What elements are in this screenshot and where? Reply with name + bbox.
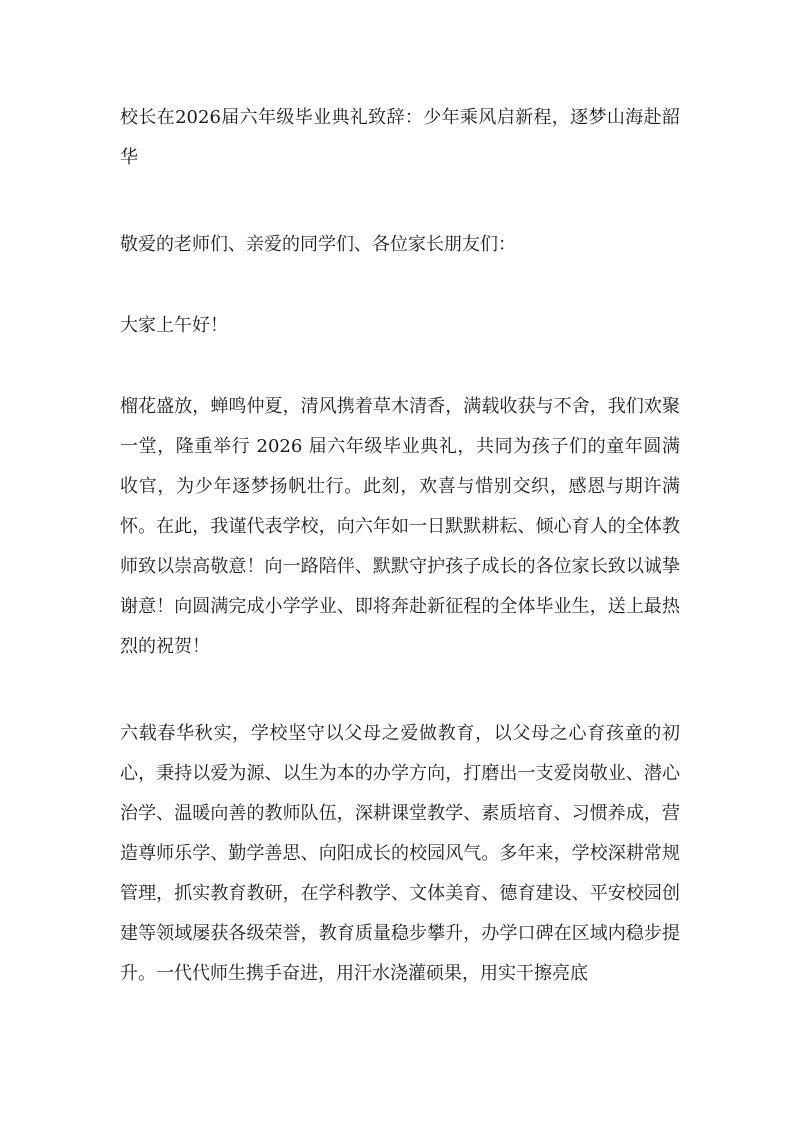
document-title: 校长在2026届六年级毕业典礼致辞：少年乘风启新程，逐梦山海赴韶华 bbox=[120, 107, 680, 168]
salutation: 敬爱的老师们、亲爱的同学们、各位家长朋友们： bbox=[120, 234, 516, 255]
paragraph: 六载春华秋实，学校坚守以父母之爱做教育，以父母之心育孩童的初心，秉持以爱为源、以生为本的办学方向，打磨出一支爱岗敬业、潜心治学、温暖向善的教师队伍，深耕课堂教学、素质培育、习惯养成，营造尊师乐学、勤学善思、向阳成长的校园风气。多年来，学校深耕常规管理，抓实教育教研，在学科教学、文体美育、德育建设、平安校园创建等领域屡获各级荣誉，教育质量稳步攀升，办学口碑在区域内稳步提升。一代代师生携手奋进，用汗水浇灌硕果，用实干擦亮底 bbox=[120, 723, 680, 984]
paragraph: 榴花盛放，蝉鸣仲夏，清风携着草木清香，满载收获与不舍，我们欢聚一堂，隆重举行 2026 届六年级毕业典礼，共同为孩子们的童年圆满收官，为少年逐梦扬帆壮行。此刻，欢喜与惜别交织，感恩与期许满怀。在此，我谨代表学校，向六年如一日默默耕耘、倾心育人的全体教师致以崇高敬意！向一路陪伴、默默守护孩子成长的各位家长致以诚挚谢意！向圆满完成小学学业、即将奔赴新征程的全体毕业生，送上最热烈的祝贺！ bbox=[120, 396, 680, 657]
greeting: 大家上午好！ bbox=[120, 315, 228, 336]
